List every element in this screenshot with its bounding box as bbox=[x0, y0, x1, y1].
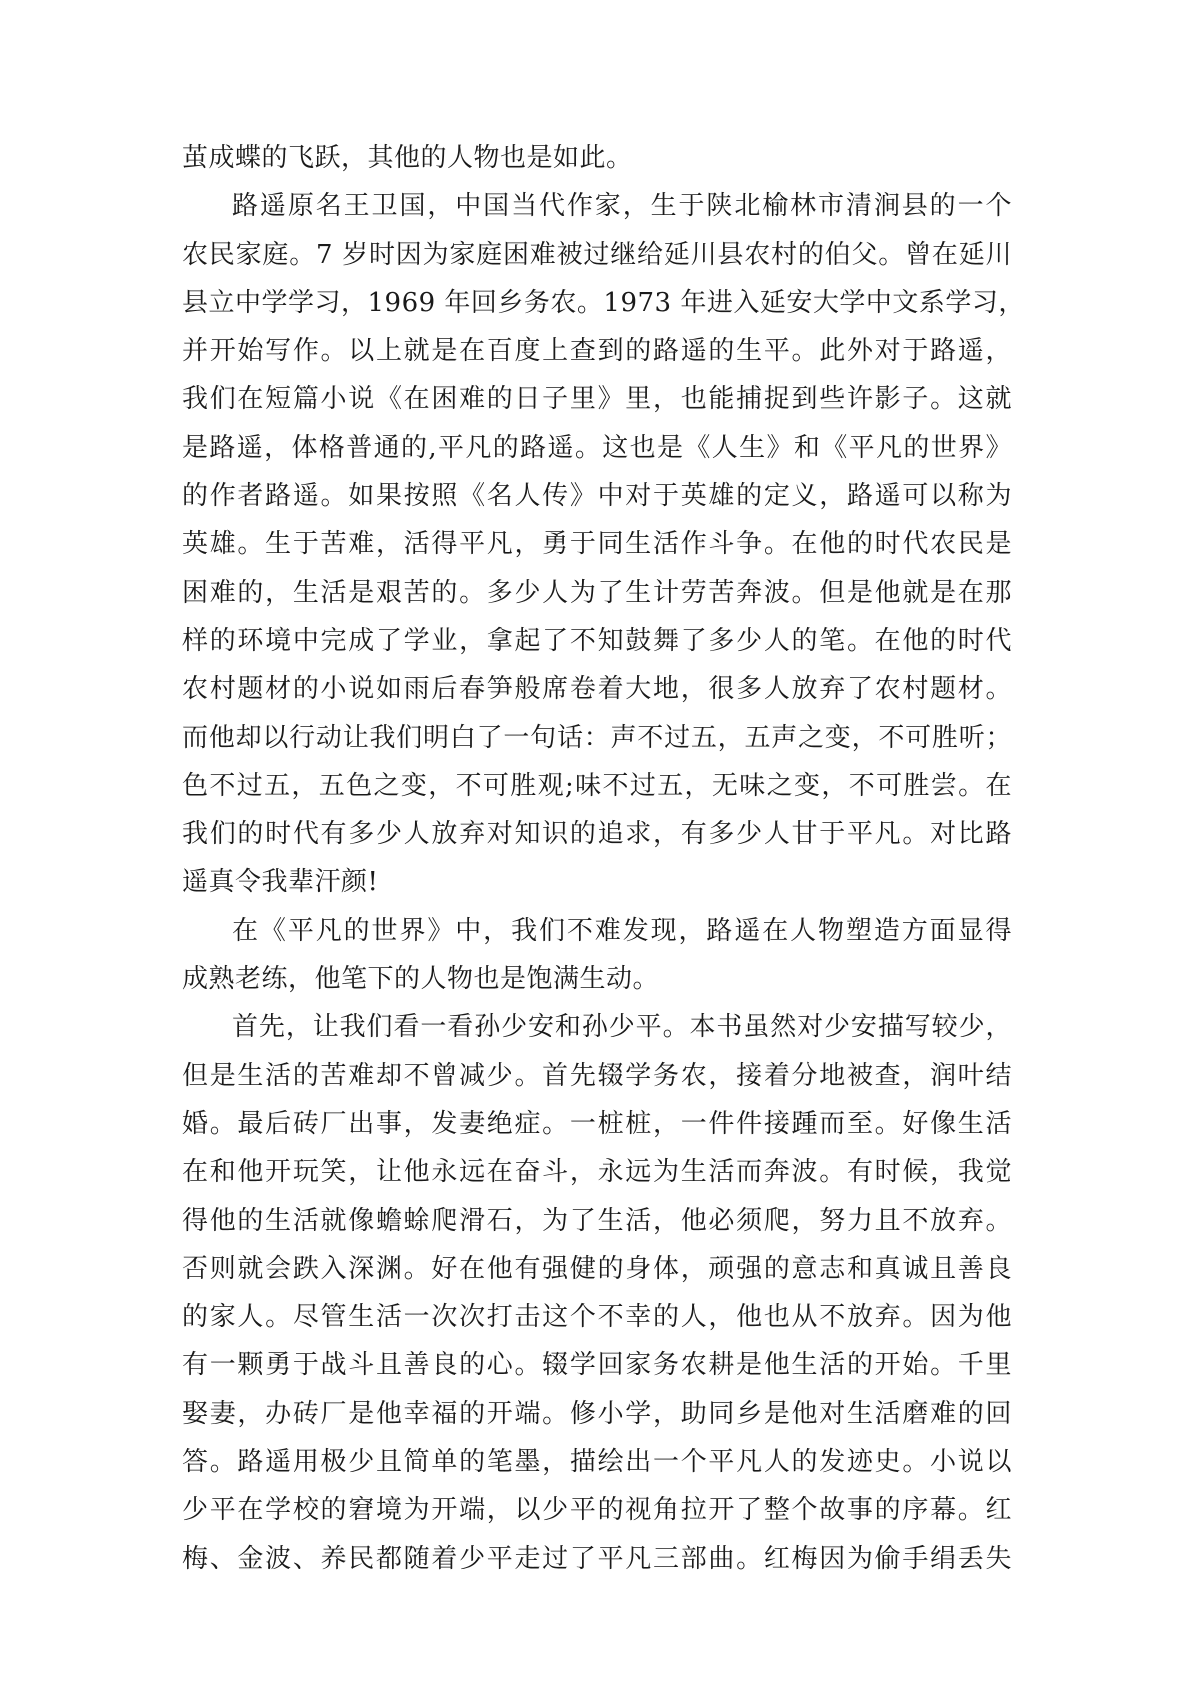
body-text bbox=[182, 134, 1025, 1583]
text-line: 娶妻，办砖厂是他幸福的开端。修小学，助同乡是他对生活磨难的回 bbox=[182, 1398, 1012, 1429]
text-line: 少平在学校的窘境为开端，以少平的视角拉开了整个故事的序幕。红 bbox=[182, 1495, 1012, 1526]
text-line: 的家人。尽管生活一次次打击这个不幸的人，他也从不放弃。因为他 bbox=[182, 1302, 1012, 1333]
paragraph-first-line: 在《平凡的世界》中，我们不难发现，路遥在人物塑造方面显得 bbox=[232, 915, 1012, 946]
text-line: 答。路遥用极少且简单的笔墨，描绘出一个平凡人的发迹史。小说以 bbox=[182, 1447, 1012, 1478]
paragraph-first-line: 路遥原名王卫国，中国当代作家，生于陕北榆林市清涧县的一个 bbox=[232, 191, 1012, 222]
text-line: 是路遥，体格普通的,平凡的路遥。这也是《人生》和《平凡的世界》 bbox=[182, 432, 1012, 463]
text-line: 遥真令我辈汗颜! bbox=[182, 867, 379, 898]
text-line: 有一颗勇于战斗且善良的心。辍学回家务农耕是他生活的开始。千里 bbox=[182, 1350, 1012, 1381]
text-line: 困难的，生活是艰苦的。多少人为了生计劳苦奔波。但是他就是在那 bbox=[182, 577, 1012, 608]
text-line: 否则就会跌入深渊。好在他有强健的身体，顽强的意志和真诚且善良 bbox=[182, 1253, 1012, 1284]
text-line: 色不过五，五色之变，不可胜观;味不过五，无味之变，不可胜尝。在 bbox=[182, 770, 1012, 801]
text-line: 在和他开玩笑，让他永远在奋斗，永远为生活而奔波。有时候，我觉 bbox=[182, 1157, 1012, 1188]
text-line: 样的环境中完成了学业，拿起了不知鼓舞了多少人的笔。在他的时代 bbox=[182, 625, 1012, 656]
text-line: 得他的生活就像蟾蜍爬滑石，为了生活，他必须爬，努力且不放弃。 bbox=[182, 1205, 1012, 1236]
text-line: 成熟老练，他笔下的人物也是饱满生动。 bbox=[182, 964, 660, 995]
text-line: 并开始写作。以上就是在百度上查到的路遥的生平。此外对于路遥， bbox=[182, 336, 1012, 367]
text-line: 县立中学学习，1969 年回乡务农。1973 年进入延安大学中文系学习， bbox=[182, 287, 1025, 318]
text-line: 婚。最后砖厂出事，发妻绝症。一桩桩，一件件接踵而至。好像生活 bbox=[182, 1108, 1012, 1139]
text-line: 农村题材的小说如雨后春笋般席卷着大地，很多人放弃了农村题材。 bbox=[182, 674, 1012, 705]
text-line: 但是生活的苦难却不曾减少。首先辍学务农，接着分地被查，润叶结 bbox=[182, 1060, 1012, 1091]
paragraph-first-line: 首先，让我们看一看孙少安和孙少平。本书虽然对少安描写较少， bbox=[232, 1012, 1012, 1043]
text-line: 茧成蝶的飞跃，其他的人物也是如此。 bbox=[182, 143, 633, 173]
text-line: 我们在短篇小说《在困难的日子里》里，也能捕捉到些许影子。这就 bbox=[182, 384, 1012, 415]
text-line: 梅、金波、养民都随着少平走过了平凡三部曲。红梅因为偷手绢丢失 bbox=[182, 1543, 1012, 1574]
text-line: 的作者路遥。如果按照《名人传》中对于英雄的定义，路遥可以称为 bbox=[182, 481, 1012, 512]
text-line: 我们的时代有多少人放弃对知识的追求，有多少人甘于平凡。对比路 bbox=[182, 819, 1012, 850]
text-line: 英雄。生于苦难，活得平凡，勇于同生活作斗争。在他的时代农民是 bbox=[182, 529, 1012, 560]
text-line: 农民家庭。7 岁时因为家庭困难被过继给延川县农村的伯父。曾在延川 bbox=[182, 239, 1012, 270]
text-line: 而他却以行动让我们明白了一句话：声不过五，五声之变，不可胜听； bbox=[182, 722, 1012, 753]
